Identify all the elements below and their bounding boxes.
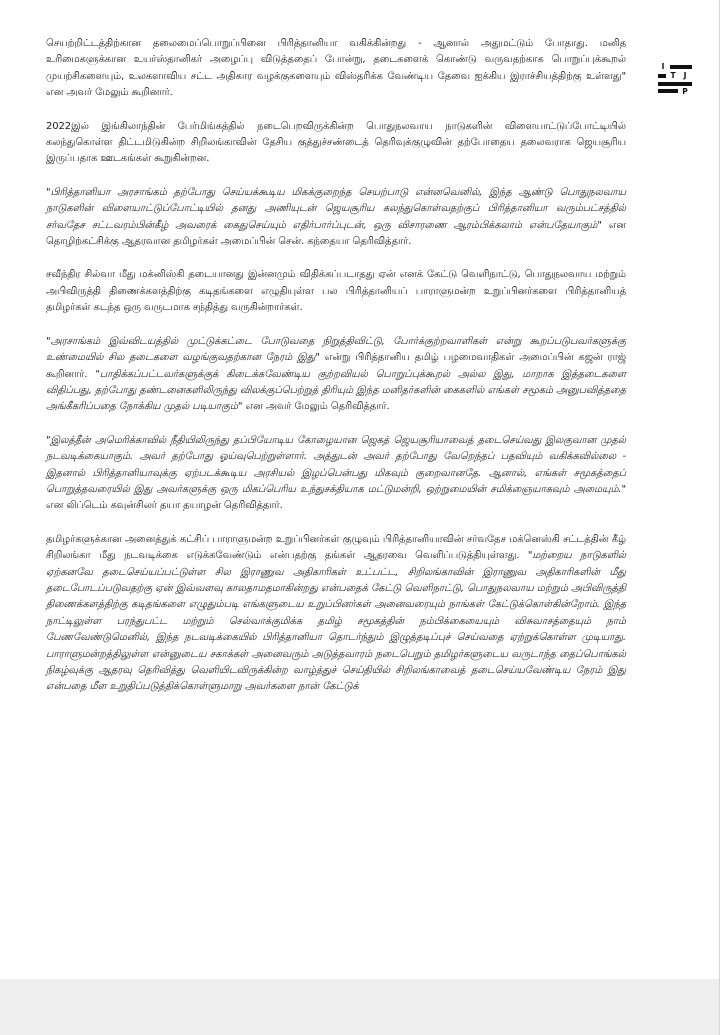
- logo-letter-i: I: [661, 62, 665, 71]
- page-bottom-margin: [0, 979, 719, 1035]
- attribution-text: என்று பிரித்தானிய தமிழ் பழமைவாதிகள் அமைப்பின் கஜன் ராஜ் கூறினார்.: [46, 352, 626, 380]
- attribution-text: என அவர் மேலும் தெரிவித்தார்.: [242, 401, 390, 413]
- paragraph-text: செயற்றிட்டத்திற்கான தலைமைப்பொறுப்பினை பிரித்தானியா வகிக்கின்றது - ஆனால் அதுமட்டும் போதாது. மனித உரிமைகளுக்கான உயர்ஸ்தானிகர் அழைப்பு விடுத்ததைப் போன்று, தடைகளைக் கொண்டு வருவதற்காக பொறுப்புக்கூறல் முயற்சிகளையும், உலகளாவிய சட்ட அதிகார வழக்குகளையும் விஸ்தரிக்க வேண்டிய தேவை ஐக்கிய இராச்சியத்திற்கு உள்ளது" என அவர் மேலும் கூறினார்.: [46, 38, 626, 99]
- paragraph-text: சவீந்திர சில்வா மீது மக்னிஸ்கி தடையானது இன்னமும் விதிக்கப்படாதது ஏன் எனக் கேட்டு வெளிநாட்டு, பொதுநலவாய மற்றும் அபிவிருத்தி திணைக்களத்திற்கு கடிதங்களை எழுதியுள்ள பல பிரித்தானியப் பாராளுமன்ற உறுப்பினர்களை பிரித்தானியத் தமிழர்கள் கடந்த ஒரு வருடமாக சந்தித்து வருகின்றார்கள்.: [46, 269, 626, 314]
- paragraph: [46, 267, 626, 316]
- quote-text: "அரசாங்கம் இவ்விடயத்தில் முட்டுக்கட்டை போடுவதை நிறுத்திவிட்டு, போர்க்குற்றவாளிகள் என்று கூறப்படுபவர்களுக்கு உண்மையில் சில தடைகளை வழங்குவதற்கான நேரம் இது": [46, 335, 626, 364]
- quote-text: "பாதிக்கப்பட்டவர்களுக்குக் கிடைக்கவேண்டிய குற்றவியல் பொறுப்புக்கூறல் அல்ல இது, மாறாக இத்தடைகளை விதிப்பது, தற்போது தண்டனைகளிலிருந்து விலக்குப்பெற்றுத் திரியும் இந்த மனிதர்களின் கைகளில் எங்கள் சமூகம் அனுபவித்ததை அங்கீகரிப்பதை நோக்கிய முதல் படியாகும்": [46, 368, 626, 413]
- logo-bar: [658, 89, 678, 93]
- paragraph: [46, 185, 626, 251]
- paragraph: [46, 119, 626, 168]
- quote-text: "இலத்தீன் அமெரிக்காவில் நீதியிலிருந்து தப்பியோடிய கோழையான ஜெகத் ஜெயசூரியாவைத் தடைசெய்வது இலகுவான முதல் நடவடிக்கையாகும். அவர் தற்போது ஓய்வுபெற்றுள்ளார். அத்துடன் அவர் தற்போது வேறெந்தப் பதவியும் வகிக்கவில்லை - இதனால் பிரித்தானியாவுக்கு ஏற்படக்கூடிய அரசியல் இழப்பென்பது மிகவும் குறைவானதே. ஆனால், எங்கள் சமூகத்தைப் பொறுத்தவரையில் இது அவர்களுக்கு ஒரு மிகப்பெரிய உந்துசக்தியாக மட்டுமன்றி, ஒற்றுமையின் சமிக்ஞையாகவும் அமையும்.": [46, 434, 626, 495]
- logo-letter-j: J: [683, 71, 687, 80]
- paragraph-text: 2022இல் இங்கிலாந்தின் பேர்மிங்கத்தில் நடைபெறவிருக்கின்ற பொதுநலவாய நாடுகளின் விளையாட்டுப்போட்டியில் கலந்துகொள்ள திட்டமிடுகின்ற சிறிலங்காவின் தேசிய குத்துச்சண்டைத் தெரிவுக்குழுவின் தற்போதைய தலைவராக ஜெயசூரிய இருப்பதாக ஊடகங்கள் கூறுகின்றன.: [46, 120, 626, 165]
- attribution-text: என தொழிற்கட்சிக்கு ஆதரவான தமிழர்கள் அமைப்பின் சென். கந்தையா தெரிவித்தார்.: [46, 219, 626, 248]
- paragraph: [46, 334, 626, 416]
- quote-text: "மற்றைய நாடுகளில் ஏற்கனவே தடைசெய்யப்பட்டுள்ள சில இராணுவ அதிகாரிகள் உட்பட்ட, சிறிலங்காவின் இராணுவ அதிகாரிகளின் மீது தடைபோடப்படுவதற்கு ஏன் இவ்வளவு காலதாமதமாகின்றது என்பதைக் கேட்டு வெளிநாட்டு, பொதுநலவாய மற்றும் அபிவிருத்தி திணைக்களத்திற்கு கடிதங்களை எழுதும்படி எங்களுடைய உறுப்பினர்கள் அனைவரையும் நாங்கள் கேட்டுக்கொள்கின்றோம். இந்த நாட்டிலுள்ள பரந்துபட்ட மற்றும் செல்வாக்குமிக்க தமிழ் சமூகத்தின் நம்பிக்கையையும் விசுவாசத்தையும் நாம் பேணவேண்டுமெனில், இந்த நடவடிக்கையில் பிரித்தானியா தொடர்ந்தும் இழுத்தடிப்புச் செய்வதை ஏற்றுக்கொள்ள முடியாது. பாராளுமன்றத்திலுள்ள என்னுடைய சகாக்கள் அனைவரும் அடுத்தவாரம் நடைபெறும் தமிழர்களுடைய வருடாந்த தைப்பொங்கல் நிகழ்வுக்கு ஆதரவு தெரிவித்து வெளியிடவிருக்கின்ற வாழ்த்துச் செய்தியில் சிறிலங்காவைத் தடைசெய்யவேண்டிய நேரம் இது என்பதை மீள உறுதிப்படுத்திக்கொள்ளுமாறு அவர்களை நான் கேட்டுக்: [46, 550, 626, 693]
- itjp-logo: [658, 62, 692, 98]
- article-body: [46, 36, 626, 713]
- logo-bar: [658, 74, 666, 78]
- logo-letter-t: T: [670, 71, 676, 80]
- paragraph-text: தமிழர்களுக்கான அனைத்துக் கட்சிப் பாராளுமன்ற உறுப்பினர்கள் குழுவும் பிரித்தானியாவின் சர்வதேச மக்னெஸ்கி சட்டத்தின் கீழ் சிறிலங்கா மீது நடவடிக்கை எடுக்கவேண்டும் என்பதற்கு தங்கள் ஆதரவை வெளிப்படுத்தியுள்ளது.: [46, 533, 626, 562]
- logo-letter-p: P: [682, 87, 688, 96]
- attribution-text: என லிப்டெம் கவுன்சிலர் தயா தயாழன் தெரிவித்தார்.: [46, 500, 283, 512]
- logo-bar: [670, 65, 692, 69]
- paragraph: [46, 36, 626, 102]
- logo-bar: [658, 82, 692, 86]
- paragraph: [46, 433, 626, 515]
- quote-text: "பிரித்தானியா அரசாங்கம் தற்போது செய்யக்கூடிய மிகக்குறைந்த செயற்பாடு என்னவெனில், இந்த ஆண்டு பொதுநலவாய நாடுகளின் விளையாட்டுப்போட்டியில் தனது அணியுடன் ஜெயசூரிய கலந்துகொள்வதற்குப் பிரித்தானியா வரும்பட்சத்தில் சர்வதேச சட்டவரம்பின்கீழ் அவரைக் கைதுசெய்யும் எதிர்பார்ப்புடன், ஒரு விசாரணை ஆரம்பிக்கலாம் என்பதேயாகும்": [46, 186, 626, 231]
- paragraph: [46, 532, 626, 696]
